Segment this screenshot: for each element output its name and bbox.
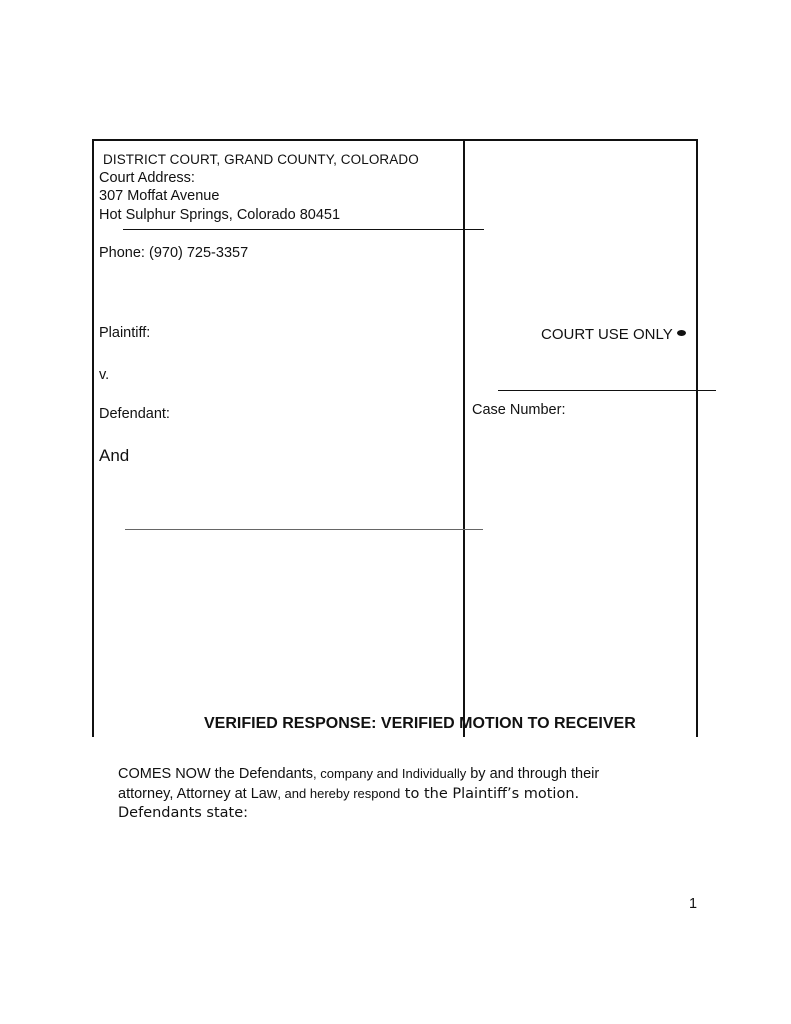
defendant-label: Defendant: xyxy=(99,406,170,422)
court-street: 307 Moffat Avenue xyxy=(99,188,220,204)
court-use-only-label xyxy=(541,326,686,343)
body-text-4: , and hereby respond xyxy=(277,786,401,801)
address-separator-rule xyxy=(123,229,484,230)
court-address-label: Court Address: xyxy=(99,170,195,186)
versus-label: v. xyxy=(99,367,110,383)
caption-box-right-border xyxy=(696,139,698,737)
document-title: VERIFIED RESPONSE: VERIFIED MOTION TO RECEIVER xyxy=(204,715,636,732)
court-phone: Phone: (970) 725-3357 xyxy=(99,245,249,261)
body-text-3: by and through their attorney, Attorney at Law xyxy=(118,766,600,802)
and-label: And xyxy=(99,446,130,465)
body-text-1: COMES NOW the Defendants xyxy=(118,766,314,782)
page-number: 1 xyxy=(689,896,698,912)
case-number-label: Case Number: xyxy=(472,402,566,418)
caption-box-left-border xyxy=(92,139,94,737)
body-text-2: , company and Individually xyxy=(313,766,467,781)
court-city: Hot Sulphur Springs, Colorado 80451 xyxy=(99,207,341,223)
body-text-5: to the Plaintiff’s motion. Defendants state: xyxy=(118,786,580,821)
parties-separator-rule xyxy=(125,529,483,530)
court-use-only-text: COURT USE ONLY xyxy=(541,326,673,343)
bullet-icon xyxy=(677,330,686,336)
court-name: DISTRICT COURT, GRAND COUNTY, COLORADO xyxy=(103,152,419,167)
body-paragraph xyxy=(118,764,658,823)
caption-box-top-border xyxy=(92,139,698,141)
court-use-separator-rule xyxy=(498,390,716,391)
plaintiff-label: Plaintiff: xyxy=(99,325,151,341)
